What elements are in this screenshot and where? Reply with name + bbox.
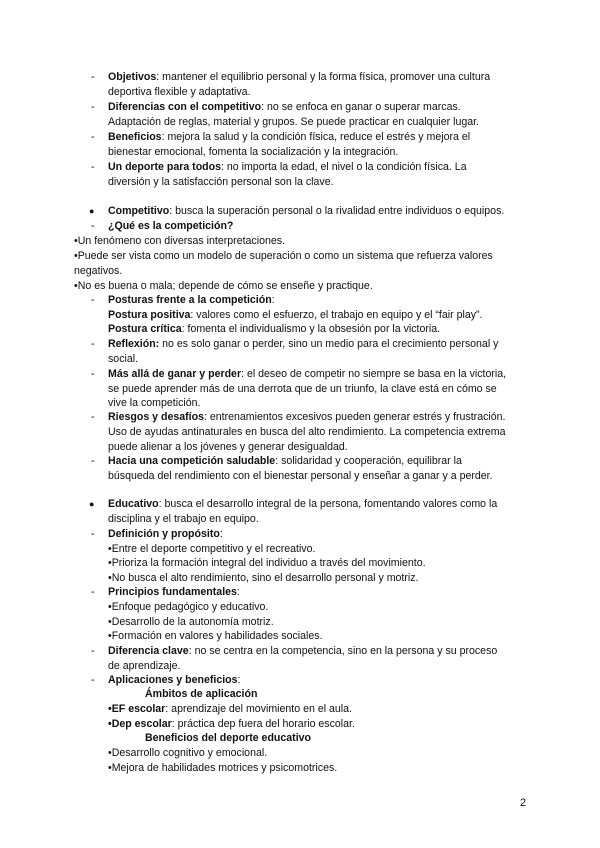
principios-item: •Desarrollo de la autonomía motriz. xyxy=(108,616,274,628)
dash-bullet: - xyxy=(91,674,95,686)
page-number: 2 xyxy=(520,797,527,809)
dash-bullet: - xyxy=(91,411,95,423)
dash-bullet: - xyxy=(91,220,95,232)
ambitos-title: Ámbitos de aplicación xyxy=(145,688,258,700)
principios-item: •Formación en valores y habilidades sociales. xyxy=(108,630,323,642)
mas-alla-cont: vive la competición. xyxy=(108,397,201,409)
objetivos-cont: deportiva flexible y adaptativa. xyxy=(108,86,251,98)
diferencias-item: Diferencias con el competitivo: no se enfoca en ganar o superar marcas. xyxy=(108,101,461,113)
saludable-item: Hacia una competición saludable: solidaridad y cooperación, equilibrar la xyxy=(108,455,462,467)
dash-bullet: - xyxy=(91,528,95,540)
beneficios-cont: bienestar emocional, fomenta la socialización y la integración. xyxy=(108,146,399,158)
dash-bullet: - xyxy=(91,131,95,143)
objetivos-item: Objetivos: mantener el equilibrio personal y la forma física, promover una cultura xyxy=(108,71,491,83)
riesgos-cont: puede alienar a los jóvenes y generar desigualdad. xyxy=(108,441,348,453)
beneficios-title: Beneficios del deporte educativo xyxy=(145,732,312,744)
que-es-heading: ¿Qué es la competición? xyxy=(108,220,234,232)
dep-escolar-item: •Dep escolar: práctica dep fuera del horario escolar. xyxy=(108,718,355,730)
posturas-heading: Posturas frente a la competición: xyxy=(108,294,275,306)
point-line: •No es buena o mala; depende de cómo se enseñe y practique. xyxy=(74,280,373,292)
dash-bullet: - xyxy=(91,645,95,657)
mas-alla-cont: se puede aprender más de una derrota que de un triunfo, la clave está en cómo se xyxy=(108,383,497,395)
competitivo-bullet: Competitivo: busca la superación personal o la rivalidad entre individuos o equipos. xyxy=(108,205,505,217)
point-line: •Puede ser vista como un modelo de superación o como un sistema que refuerza valores xyxy=(74,250,493,262)
dash-bullet: - xyxy=(91,455,95,467)
riesgos-cont: Uso de ayudas antinaturales en busca del alto rendimiento. La competencia extrema xyxy=(108,426,506,438)
mas-alla-item: Más allá de ganar y perder: el deseo de competir no siempre se basa en la victoria, xyxy=(108,368,507,380)
aplicaciones-heading: Aplicaciones y beneficios: xyxy=(108,674,241,686)
dash-bullet: - xyxy=(91,161,95,173)
dash-bullet: - xyxy=(91,368,95,380)
definicion-item: •Entre el deporte competitivo y el recreativo. xyxy=(108,543,316,555)
beneficio-item: •Desarrollo cognitivo y emocional. xyxy=(108,747,268,759)
round-bullet: ● xyxy=(89,206,95,216)
definicion-item: •No busca el alto rendimiento, sino el desarrollo personal y motriz. xyxy=(108,572,419,584)
round-bullet: ● xyxy=(89,499,95,509)
deporte-todos-item: Un deporte para todos: no importa la edad, el nivel o la condición física. La xyxy=(108,161,467,173)
dash-bullet: - xyxy=(91,71,95,83)
riesgos-item: Riesgos y desafíos: entrenamientos excesivos pueden generar estrés y frustración. xyxy=(108,411,506,423)
principios-heading: Principios fundamentales: xyxy=(108,586,240,598)
diferencia-clave-cont: de aprendizaje. xyxy=(108,660,181,672)
dash-bullet: - xyxy=(91,294,95,306)
postura-critica: Postura crítica: fomenta el individualismo y la obsesión por la victoria. xyxy=(108,323,441,335)
beneficio-item: •Mejora de habilidades motrices y psicomotrices. xyxy=(108,762,338,774)
educativo-cont: disciplina y el trabajo en equipo. xyxy=(108,513,259,525)
reflexion-cont: social. xyxy=(108,353,139,365)
point-line: •Un fenómeno con diversas interpretaciones. xyxy=(74,235,285,247)
beneficios-item: Beneficios: mejora la salud y la condición física, reduce el estrés y mejora el xyxy=(108,131,471,143)
dash-bullet: - xyxy=(91,101,95,113)
postura-positiva: Postura positiva: valores como el esfuerzo, el trabajo en equipo y el “fair play”. xyxy=(108,309,483,321)
diferencias-cont: Adaptación de reglas, material y grupos. Se puede practicar en cualquier lugar. xyxy=(108,116,480,128)
definicion-item: •Prioriza la formación integral del individuo a través del movimiento. xyxy=(108,557,426,569)
reflexion-item: Reflexión: no es solo ganar o perder, sino un medio para el crecimiento personal y xyxy=(108,338,499,350)
ef-escolar-item: •EF escolar: aprendizaje del movimiento en el aula. xyxy=(108,703,352,715)
educativo-bullet: Educativo: busca el desarrollo integral de la persona, fomentando valores como la xyxy=(108,498,498,510)
principios-item: •Enfoque pedagógico y educativo. xyxy=(108,601,269,613)
deporte-todos-cont: diversión y la satisfacción personal son la clave. xyxy=(108,176,334,188)
point-line: negativos. xyxy=(74,265,123,277)
definicion-heading: Definición y propósito: xyxy=(108,528,223,540)
dash-bullet: - xyxy=(91,338,95,350)
dash-bullet: - xyxy=(91,586,95,598)
diferencia-clave-item: Diferencia clave: no se centra en la competencia, sino en la persona y su proceso xyxy=(108,645,498,657)
saludable-cont: búsqueda del rendimiento con el bienestar personal y enseñar a ganar y a perder. xyxy=(108,470,493,482)
